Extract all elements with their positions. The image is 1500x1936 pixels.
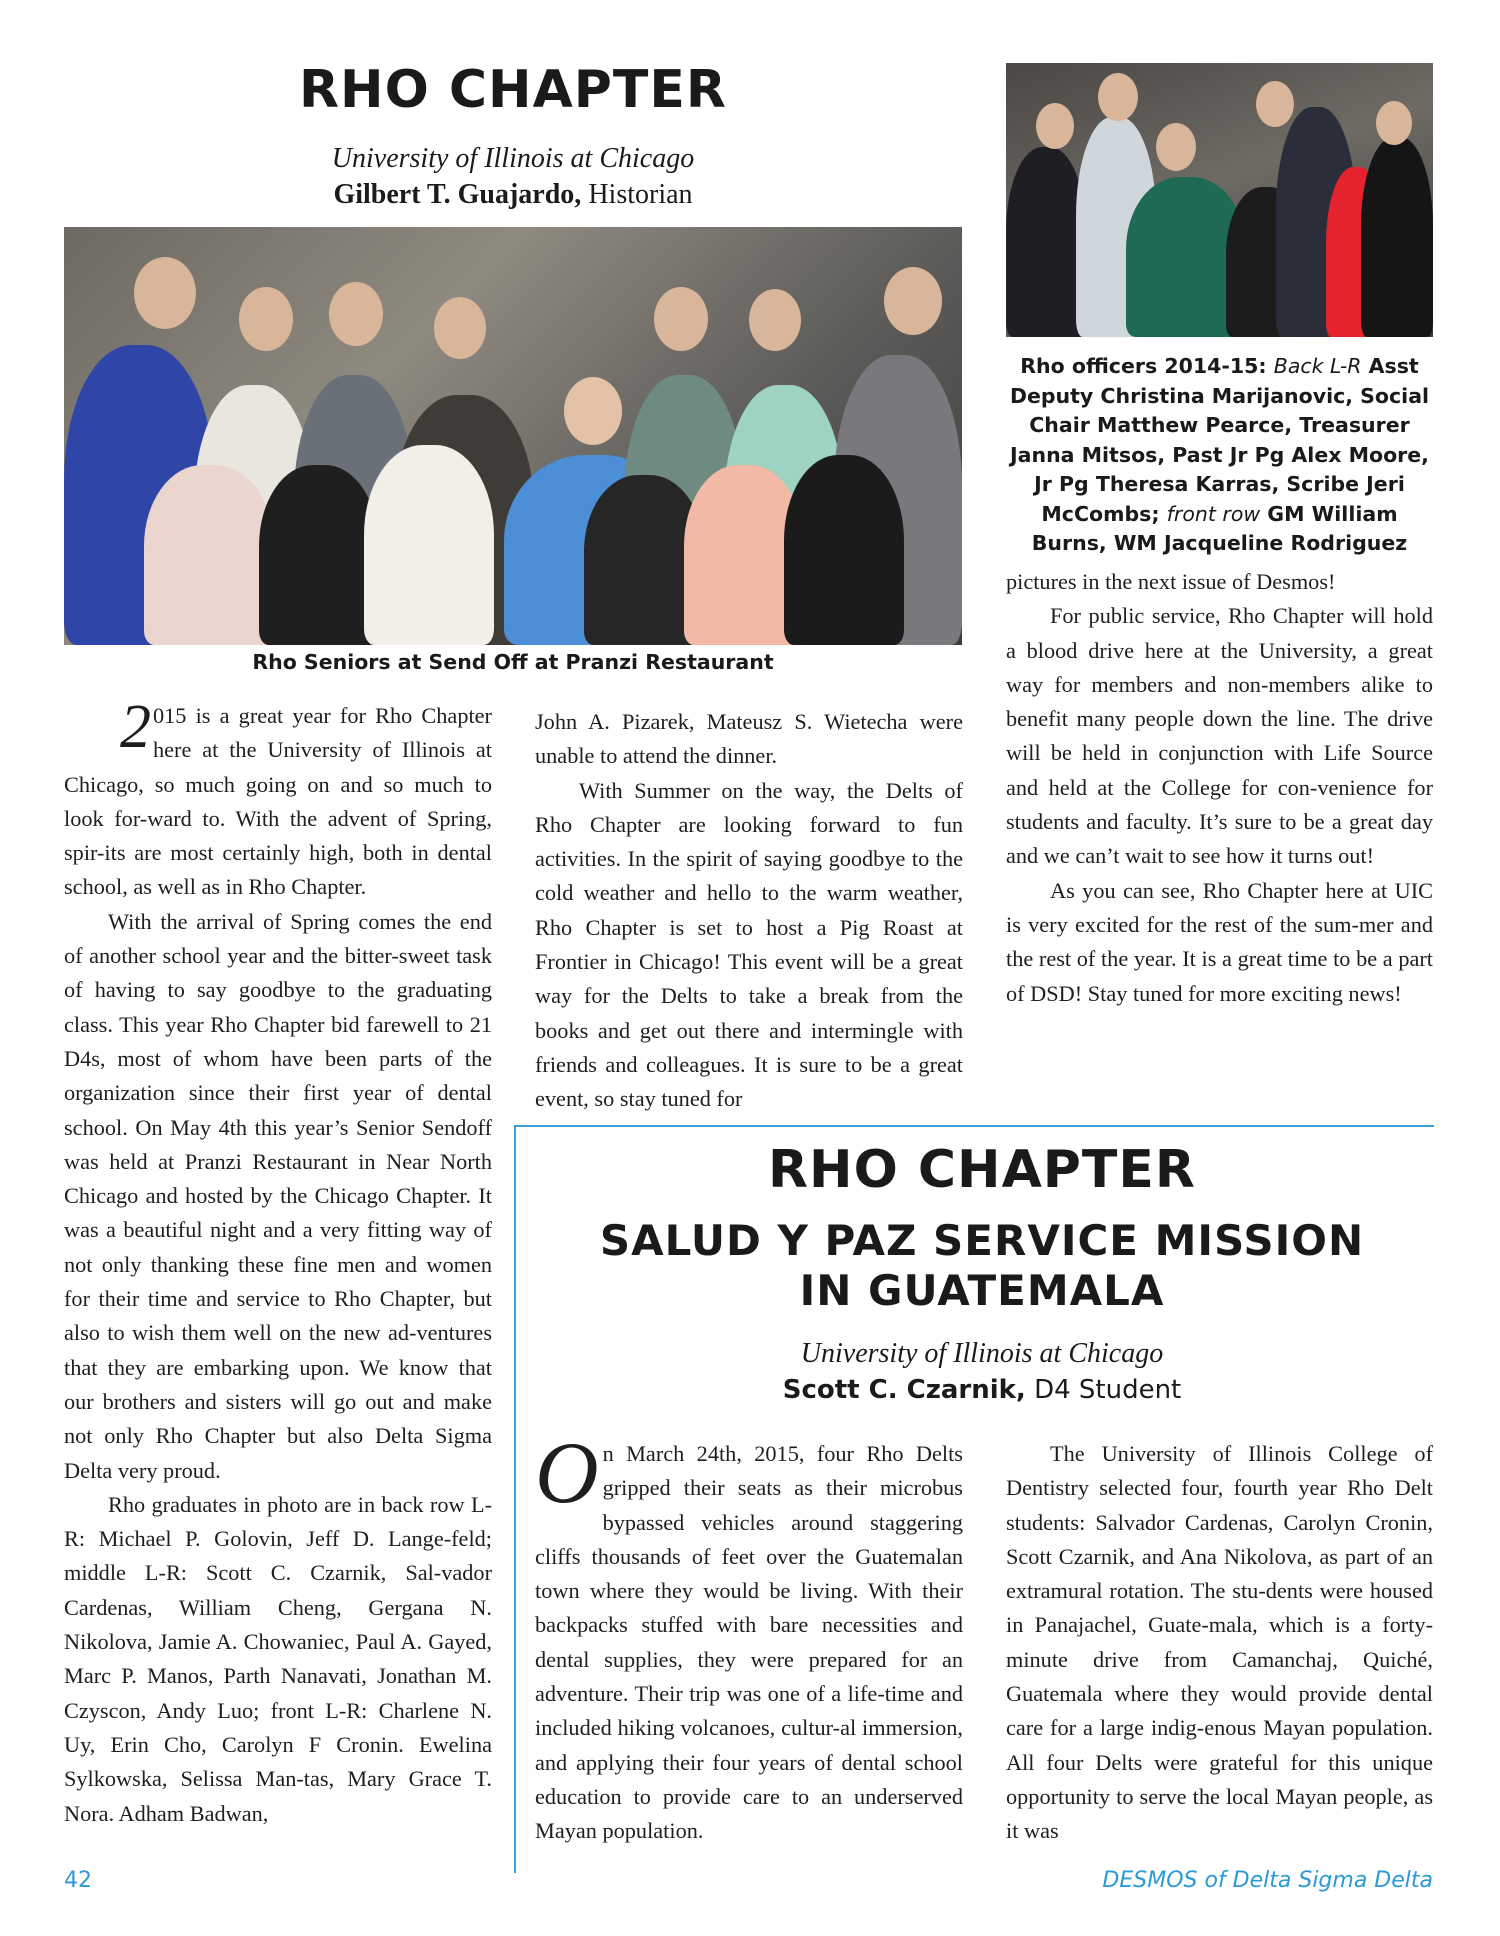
article1-col1-paragraph-3: Rho graduates in photo are in back row L-R: Michael P. Golovin, Jeff D. Lange-feld; middle L-R: Scott C. Czarnik, Sal-vador Cardenas, William Cheng, Gergana N. Nikolova, Jamie A. Chowaniec, Paul A. Gayed, Marc P. Manos, Parth Nanavati, Jonathan M. Czyscon, Andy Luo; front L-R: Charlene N. Uy, Erin Cho, Carolyn F Cronin. Ewelina Sylkowska, Selissa Man-tas, Mary Grace T. Nora. Adham Badwan, bbox=[64, 1491, 492, 1826]
article2-title: RHO CHAPTER bbox=[768, 1140, 1196, 1200]
article1-author-name: Gilbert T. Guajardo, bbox=[333, 179, 582, 210]
article1-col2-paragraph-1: John A. Pizarek, Mateusz S. Wietecha were unable to attend the dinner. bbox=[535, 709, 963, 769]
article1-col2-paragraph-2: With Summer on the way, the Delts of Rho Chapter are looking forward to fun activities. In the spirit of saying goodbye to the cold weather and hello to the warm weather, Rho Chapter is set to host a Pig Roast at Frontier in Chicago! This event will be a great way for the Delts to take a break from the books and get out there and intermingle with friends and colleagues. It is sure to be a great event, so stay tuned for bbox=[535, 777, 963, 1112]
main-photo-caption: Rho Seniors at Send Off at Pranzi Restaurant bbox=[252, 650, 774, 674]
article2-author-role: D4 Student bbox=[1025, 1375, 1182, 1405]
officers-caption-front-label: front row bbox=[1166, 501, 1261, 526]
article1-col3-paragraph-2: For public service, Rho Chapter will hold a blood drive here at the University, a great way for members and non-members alike to benefit many people down the line. The drive will be held in conjunction with Life Source and held at the College for con-venience for students and faculty. It’s sure to be a great day and we can’t wait to see how it turns out! bbox=[1006, 603, 1433, 869]
article1-author-role: Historian bbox=[581, 179, 693, 210]
article2-left-rule bbox=[514, 1125, 516, 1873]
officers-caption-back-names: Asst Deputy Christina Marijanovic, Social Chair Matthew Pearce, Treasurer Janna Mitsos, Past Jr Pg Alex Moore, Jr Pg Theresa Karras, Scribe Jeri McCombs; bbox=[1009, 354, 1430, 526]
article1-title: RHO CHAPTER bbox=[299, 60, 727, 120]
officers-caption-back-label: Back L-R bbox=[1273, 354, 1362, 378]
article1-dropcap: 2 bbox=[120, 693, 151, 761]
article1-col3-paragraph-3: As you can see, Rho Chapter here at UIC is very excited for the rest of the sum-mer and the rest of the year. It is a great time to be a part of DSD! Stay tuned for more exciting news! bbox=[1006, 877, 1433, 1006]
rho-officers-photo bbox=[1006, 63, 1433, 337]
article2-dropcap: O bbox=[535, 1425, 599, 1522]
article2-col1-paragraph-1 bbox=[535, 1425, 963, 1849]
officers-photo-caption bbox=[1006, 352, 1433, 559]
photo-people-silhouettes bbox=[64, 227, 962, 645]
article2-subtitle-line-1: SALUD Y PAZ SERVICE MISSION bbox=[599, 1216, 1365, 1265]
article1-col1-p1-text: 015 is a great year for Rho Chapter here at the University of Illinois at Chicago, so much going on and so much to look for-ward to. With the advent of Spring, spir-its are most certainly high, both in dental school, as well as in Rho Chapter. bbox=[64, 703, 492, 900]
article1-col1-paragraph-1 bbox=[8, 693, 492, 905]
article2-col1-p1-text: n March 24th, 2015, four Rho Delts gripped their seats as their microbus bypassed vehicles around staggering cliffs thousands of feet over the Guatemalan town where they would be living. With their backpacks stuffed with bare necessities and dental supplies, they were prepared for an adventure. Their trip was one of a life-time and included hiking volcanoes, cultur-al immersion, and applying their four years of dental school education to provide care to an underserved Mayan population. bbox=[535, 1441, 963, 1844]
rho-seniors-group-photo bbox=[64, 227, 962, 645]
article2-author-name: Scott C. Czarnik, bbox=[782, 1375, 1026, 1405]
article2-column-2 bbox=[1006, 1437, 1433, 1849]
article2-top-rule bbox=[514, 1125, 1434, 1127]
article1-col1-paragraph-2: With the arrival of Spring comes the end of another school year and the bitter-sweet task of having to say goodbye to the graduating class. This year Rho Chapter bid farewell to 21 D4s, most of whom have been parts of the organization since their first year of dental school. On May 4th this year’s Senior Sendoff was held at Pranzi Restaurant in Near North Chicago and hosted by the Chicago Chapter. It was a beautiful night and a very fitting way of not only thanking these fine men and women for their time and service to Rho Chapter, but also to wish them well on the new ad-ventures that they are embarking upon. We know that our brothers and sisters will go out and make not only Rho Chapter but also Delta Sigma Delta very proud. bbox=[64, 908, 492, 1483]
publication-name: DESMOS of Delta Sigma Delta bbox=[1102, 1868, 1433, 1893]
article2-col2-paragraph-1: The University of Illinois College of Dentistry selected four, fourth year Rho Delt students: Salvador Cardenas, Carolyn Cronin, Scott Czarnik, and Ana Nikolova, as part of an extramural rotation. The stu-dents were housed in Panajachel, Guate-mala, which is a forty-minute drive from Camanchaj, Quiché, Guatemala where they would provide dental care for a large indig-enous Mayan population. All four Delts were grateful for this unique opportunity to serve the local Mayan people, as it was bbox=[1006, 1441, 1433, 1844]
article1-university: University of Illinois at Chicago bbox=[331, 143, 695, 174]
officers-caption-front-names: GM William Burns, WM Jacqueline Rodriguez bbox=[1031, 501, 1408, 555]
article1-column-2 bbox=[535, 705, 963, 1117]
page-number: 42 bbox=[64, 1868, 92, 1893]
officers-caption-lead: Rho officers 2014-15: bbox=[1020, 354, 1267, 378]
article1-col3-paragraph-1: pictures in the next issue of Desmos! bbox=[1006, 569, 1336, 594]
article2-subtitle-line-2: IN GUATEMALA bbox=[799, 1266, 1165, 1315]
article2-byline bbox=[530, 1375, 1434, 1405]
article2-column-1 bbox=[535, 1425, 963, 1849]
officers-photo-silhouettes bbox=[1006, 63, 1433, 337]
article1-byline bbox=[63, 179, 963, 211]
article2-subtitle bbox=[530, 1216, 1434, 1316]
article1-column-3 bbox=[1006, 565, 1433, 1011]
article2-university: University of Illinois at Chicago bbox=[800, 1338, 1164, 1369]
article1-column-1 bbox=[64, 693, 492, 1831]
